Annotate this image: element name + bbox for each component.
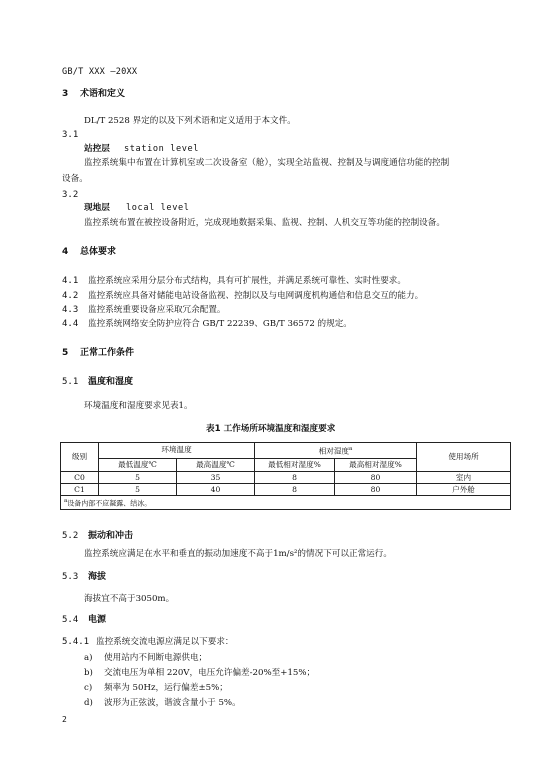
term-3-1-definition-line2: 设备。 <box>62 174 88 184</box>
table-1-caption: 表1 工作场所环境温度和湿度要求 <box>206 424 336 434</box>
clause-4-2-number: 4.2 <box>62 291 79 301</box>
section-5-title: 正常工作条件 <box>80 348 135 358</box>
header-level: 级别 <box>61 443 99 472</box>
term-3-2-definition: 监控系统布置在被控设备附近，完成现地数据采集、监视、控制、人机交互等功能的控制设备。 <box>84 218 445 228</box>
clause-4-3-text: 监控系统重要设备应采取冗余配置。 <box>88 305 226 315</box>
cell-place: 户外舱 <box>417 483 511 495</box>
cell-place: 室内 <box>417 471 511 483</box>
note-marker: a <box>64 497 68 504</box>
section-4-title: 总体要求 <box>80 247 117 257</box>
term-3-2-number: 3.2 <box>62 190 79 200</box>
list-item-b-text: 交流电压为单相 220V，电压允许偏差-20%至+15%； <box>104 668 316 678</box>
cell-min-temp: 5 <box>99 471 177 483</box>
header-max-temp: 最高温度℃ <box>177 458 255 471</box>
document-header: GB/T XXX —20XX <box>62 67 138 77</box>
table-note-row <box>61 495 511 509</box>
term-3-1-name-cn: 站控层 <box>84 144 110 154</box>
environment-table <box>60 442 511 510</box>
table-note-text: 设备内部不应凝露、结冰。 <box>67 498 152 507</box>
footnote-marker: a <box>349 446 353 452</box>
clause-5-4-1-number: 5.4.1 <box>62 637 90 647</box>
clause-4-4-number: 4.4 <box>62 319 79 329</box>
clause-5-2-title: 振动和冲击 <box>88 531 134 541</box>
cell-level: C1 <box>61 483 99 495</box>
clause-5-2-text: 监控系统应满足在水平和垂直的振动加速度不高于1m/s²的情况下可以正常运行。 <box>84 549 392 559</box>
clause-5-4-title: 电源 <box>88 615 107 625</box>
clause-5-3-number: 5.3 <box>62 572 79 582</box>
section-3-title: 术语和定义 <box>80 89 126 99</box>
section-5-number: 5 <box>62 348 69 358</box>
list-item-c-text: 频率为 50Hz，运行偏差±5%； <box>104 683 228 693</box>
cell-max-temp: 40 <box>177 483 255 495</box>
header-usage-place: 使用场所 <box>417 443 511 472</box>
cell-min-humidity: 8 <box>255 471 335 483</box>
table-row <box>61 471 511 483</box>
table-header-row-1 <box>61 443 511 459</box>
clause-5-4-number: 5.4 <box>62 615 79 625</box>
clause-5-1-title: 温度和湿度 <box>88 377 134 387</box>
section-3-intro: DL/T 2528 界定的以及下列术语和定义适用于本文件。 <box>84 116 296 126</box>
clause-4-4-text: 监控系统网络安全防护应符合 GB/T 22239、GB/T 36572 的规定。 <box>88 319 352 329</box>
clause-5-1-number: 5.1 <box>62 377 79 387</box>
page-number: 2 <box>62 715 67 724</box>
cell-min-temp: 5 <box>99 483 177 495</box>
clause-5-2-number: 5.2 <box>62 531 79 541</box>
cell-max-humidity: 80 <box>335 471 417 483</box>
term-3-1-number: 3.1 <box>62 130 79 140</box>
table-row <box>61 483 511 495</box>
clause-4-2-text: 监控系统应具备对储能电站设备监视、控制以及与电网调度机构通信和信息交互的能力。 <box>88 291 424 301</box>
list-item-a-text: 使用站内不间断电源供电； <box>104 653 208 663</box>
header-min-humidity: 最低相对湿度% <box>255 458 335 471</box>
clause-5-3-title: 海拔 <box>88 572 107 582</box>
header-relative-humidity <box>255 443 417 459</box>
term-3-2-name-cn: 现地层 <box>84 203 110 213</box>
clause-5-3-text: 海拔宜不高于3050m。 <box>84 594 175 604</box>
term-3-1-name-en: station level <box>124 144 200 154</box>
clause-5-1-text: 环境温度和湿度要求见表1。 <box>84 401 193 411</box>
section-3-number: 3 <box>62 89 69 99</box>
list-item-d-text: 波形为正弦波，谐波含量小于 5%。 <box>104 698 241 708</box>
header-relative-humidity-label: 相对湿度 <box>318 446 350 456</box>
list-item-d-mark: d) <box>84 698 93 708</box>
section-4-number: 4 <box>62 247 69 257</box>
clause-4-3-number: 4.3 <box>62 305 79 315</box>
header-ambient-temperature: 环境温度 <box>99 443 255 459</box>
term-3-1-definition-line1: 监控系统集中布置在计算机室或二次设备室（舱），实现全站监视、控制及与调度通信功能的控制 <box>84 158 450 168</box>
cell-min-humidity: 8 <box>255 483 335 495</box>
term-3-2-name-en: local level <box>126 203 190 213</box>
clause-4-1-number: 4.1 <box>62 276 79 286</box>
clause-4-1-text: 监控系统应采用分层分布式结构，具有可扩展性，并满足系统可靠性、实时性要求。 <box>88 276 406 286</box>
table-note <box>61 495 511 509</box>
list-item-a-mark: a) <box>84 653 93 663</box>
cell-level: C0 <box>61 471 99 483</box>
cell-max-temp: 35 <box>177 471 255 483</box>
list-item-b-mark: b) <box>84 668 93 678</box>
clause-5-4-1-text: 监控系统交流电源应满足以下要求： <box>96 637 234 647</box>
header-max-humidity: 最高相对湿度% <box>335 458 417 471</box>
header-min-temp: 最低温度℃ <box>99 458 177 471</box>
cell-max-humidity: 80 <box>335 483 417 495</box>
list-item-c-mark: c) <box>84 683 93 693</box>
